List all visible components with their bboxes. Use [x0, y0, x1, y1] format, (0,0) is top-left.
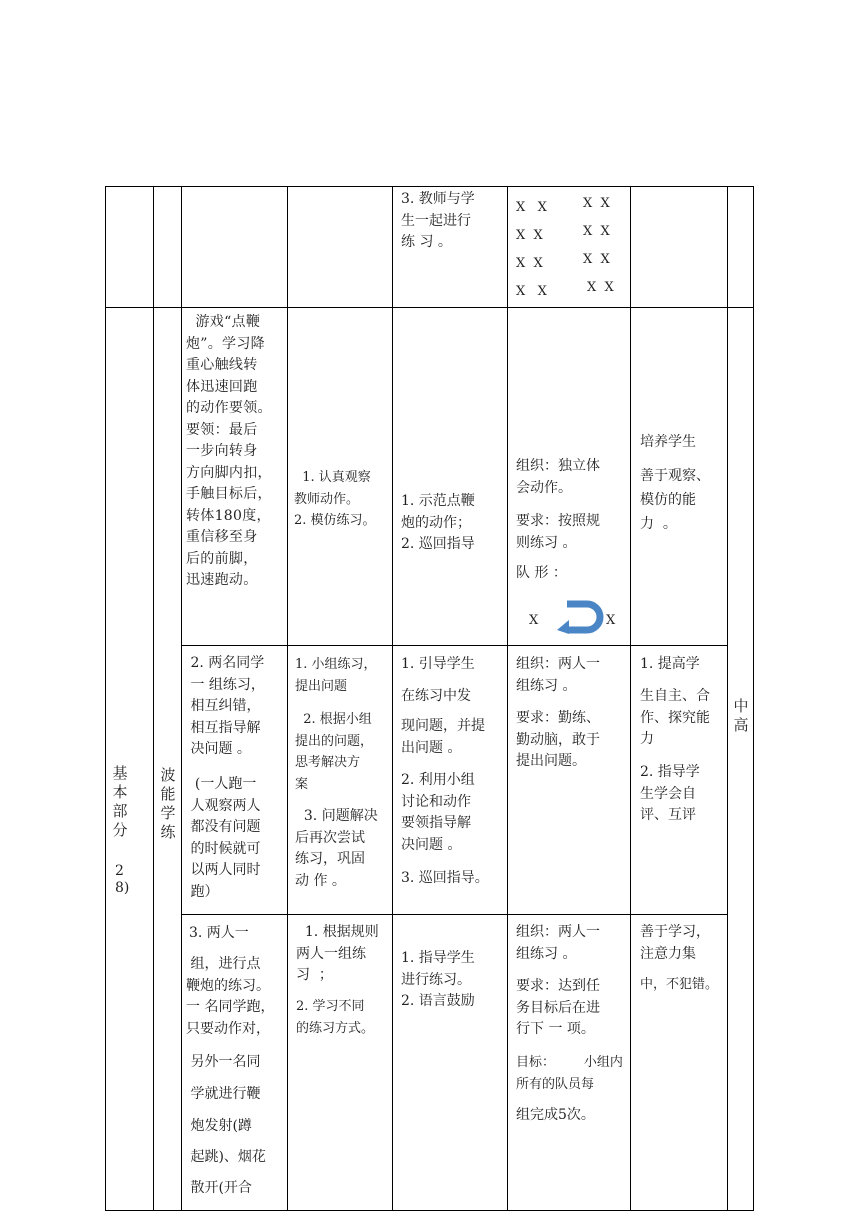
row1-teacher: 1. 示范点鞭 炮的动作； 2. 巡回指导 [401, 493, 475, 552]
part-label: 基 本 部 分 [112, 764, 128, 839]
row3-org-goal: 目标： 小组内 所有的队员每 [516, 1055, 623, 1092]
row2-student-3: 3. 问题解决 后再次尝试 练习，巩固 动 作 。 [295, 808, 378, 889]
row2-teacher-4: 2. 利用小组 讨论和动作 要领指导解 决问题 。 [401, 772, 475, 853]
part-minutes: 2 8) [115, 863, 130, 896]
level-label: 中 高 [733, 697, 749, 734]
row3-teacher: 1. 指导学生 进行练习。 2. 语言鼓励 [401, 950, 475, 1009]
formation-right-2: X X [583, 224, 610, 239]
row2-goal-3: 2. 指导学 生学会自 评、互评 [640, 764, 700, 823]
row1-org-formation-label: 队 形 ： [516, 565, 567, 581]
row3-student-1: 1. 根据规则 两人一组练 习 ； [296, 924, 379, 983]
row1-formation-x-right: X [606, 613, 616, 628]
row2-student-2: 2. 根据小组 提出的问题， 思考解决方 案 [295, 712, 374, 792]
row2-goal-2: 生自主、合 作、探究能 力 [640, 688, 710, 747]
top-teacher-text: 3. 教师与学 生一起进行 练 习 。 [401, 191, 475, 250]
row1-content: 游戏“点鞭 炮”。学习降 重心触线转 体迅速回跑 的动作要领。 要领：最后 一步向转身 方向脚内扣， 手触目标后， 转体180度， 重信移至身 后的前脚， 迅速跑动。 [186, 314, 272, 588]
row2-org-requirement: 要求：勤练、 勤动脑，敢于 提出问题。 [516, 710, 600, 769]
row2-teacher-5: 3. 巡回指导。 [401, 870, 489, 886]
content-label: 波 能 学 练 [160, 766, 176, 841]
row3-org-organization: 组织：两人一 组练习 。 [516, 924, 600, 962]
row1-goal-2: 善于观察、 模仿的能 力 。 [640, 468, 710, 532]
row3-student-2: 2. 学习不同 的练习方式。 [296, 999, 375, 1036]
formation-left-1: X X [516, 200, 547, 215]
row3-content-3: 另外一名同 [186, 1054, 261, 1070]
formation-left-2: X X [516, 228, 543, 243]
formation-left-3: X X [516, 256, 543, 271]
row3-content-1: 3. 两人一 [189, 925, 249, 941]
row3-content-4: 学就进行鞭 [186, 1086, 261, 1102]
row1-goal-1: 培养学生 [640, 434, 696, 450]
formation-right-4: X X [587, 280, 614, 295]
row2-teacher-3: 现问题，并提 出问题 。 [401, 718, 485, 756]
row2-teacher-1: 1. 引导学生 [401, 656, 475, 672]
formation-left-4: X X [516, 284, 547, 299]
row3-org-goal-count: 组完成5次。 [516, 1107, 595, 1123]
row1-org-organization: 组织：独立体 会动作。 [516, 458, 600, 496]
row3-content-6: 起跳)、烟花 [186, 1149, 266, 1165]
row2-goal-1: 1. 提高学 [640, 656, 700, 672]
row2-content-1: 2. 两名同学 一 组练习， 相互纠错， 相互指导解 决问题 。 [190, 655, 265, 757]
row3-goal-1: 善于学习， 注意力集 [640, 924, 710, 962]
formation-right-3: X X [583, 252, 610, 267]
row2-student-1: 1. 小组练习， 提出问题 [295, 657, 377, 694]
row2-org-organization: 组织：两人一 组练习 。 [516, 656, 600, 694]
row1-formation-x-left: X [529, 613, 539, 628]
row3-content-2: 组，进行点 鞭炮的练习。 一 名同学跑， 只要动作对， [186, 956, 275, 1037]
formation-right-1: X X [583, 196, 610, 211]
row3-content-7: 散开(开合 [186, 1180, 252, 1196]
row3-org-requirement: 要求：达到任 务目标后在进 行下 一 项。 [516, 978, 600, 1037]
row1-org-requirement: 要求：按照规 则练习 。 [516, 513, 600, 551]
row3-goal-2: 中，不犯错。 [640, 977, 719, 992]
row3-content-5: 炮发射(蹲 [186, 1118, 252, 1134]
row1-student: 1. 认真观察 教师动作。 2. 模仿练习。 [294, 470, 376, 528]
return-arrow-icon [553, 600, 605, 634]
row2-content-2: (一人跑一 人观察两人 都没有问题 的时候就可 以两人同时 跑） [190, 776, 261, 900]
row2-teacher-2: 在练习中发 [401, 688, 471, 704]
